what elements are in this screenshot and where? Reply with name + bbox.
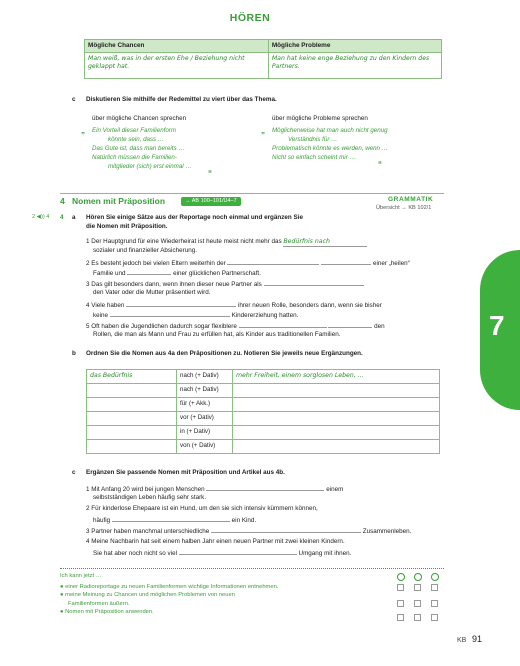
can-do-divider bbox=[60, 568, 444, 569]
happy-face-icon bbox=[397, 573, 405, 581]
table-cell-problem[interactable]: Man hat keine enge Beziehung zu den Kindern des Partners. bbox=[268, 53, 441, 79]
exercise-instruction-4a-cont: die Nomen mit Präposition. bbox=[86, 223, 168, 230]
table-header-problems: Mögliche Probleme bbox=[268, 40, 441, 53]
noun-cell[interactable] bbox=[87, 398, 177, 412]
phrase-line: Nicht so einfach scheint mir … bbox=[272, 153, 356, 161]
exercise-label-4c: c bbox=[72, 469, 76, 476]
gap-item-3: 3 Das gilt besonders dann, wenn ihnen dieser neue Partner als bbox=[86, 279, 364, 289]
list-item: ● meine Meinung zu Chancen und möglichen Problemen von neuen bbox=[60, 592, 235, 599]
section-title: HÖREN bbox=[229, 12, 271, 24]
gap-blank[interactable] bbox=[112, 515, 230, 522]
gap-blank[interactable] bbox=[179, 548, 297, 555]
gap-item-c1: 1 Mit Anfang 20 wird bei jungen Menschen einem bbox=[86, 486, 344, 493]
extension-cell[interactable] bbox=[233, 440, 440, 454]
gap-blank[interactable] bbox=[126, 300, 236, 307]
page-number: 91 bbox=[472, 634, 483, 644]
grammar-label: GRAMMATIK bbox=[388, 196, 434, 203]
neutral-face-icon bbox=[414, 573, 422, 581]
extension-cell[interactable] bbox=[233, 384, 440, 398]
gap-item-5: 5 Oft haben die Jugendlichen dadurch sogar flexiblere den bbox=[86, 323, 385, 330]
preposition-cell: in (+ Dativ) bbox=[177, 426, 233, 440]
table-row bbox=[87, 412, 440, 426]
gap-blank[interactable] bbox=[127, 268, 171, 275]
gap-item-c2: 2 Für kinderlose Ehepaare ist ein Hund, um den sie sich intensiv kümmern können, bbox=[86, 505, 318, 512]
section-number: 4 bbox=[60, 196, 65, 206]
gap-item-c3: 3 Partner haben manchmal unterschiedliche Zusammenleben. bbox=[86, 528, 412, 535]
table-row bbox=[87, 426, 440, 440]
gap-blank[interactable] bbox=[264, 279, 364, 286]
gap-item-5-cont: Rollen, die man als Mann und Frau zu erfüllen hat, als Kinder aus traditionellen Familien. bbox=[93, 331, 341, 338]
preposition-cell: für (+ Akk.) bbox=[177, 398, 233, 412]
noun-preposition-table bbox=[86, 369, 440, 454]
phrase-line: Das Gute ist, dass man bereits … bbox=[92, 144, 185, 152]
phrase-line: Möglicherweise hat man auch nicht genug bbox=[272, 127, 388, 134]
phrase-line: mitglieder (sich) erst einmal … bbox=[108, 162, 192, 170]
preposition-cell: von (+ Dativ) bbox=[177, 440, 233, 454]
footer-book-label: KB bbox=[457, 637, 467, 644]
gap-item-3-cont: den Vater oder die Mutter präsentiert wird. bbox=[93, 289, 211, 296]
table-cell-chance[interactable]: Man weiß, was in der ersten Ehe / Beziehung nicht geklappt hat. bbox=[85, 53, 269, 79]
gap-blank[interactable] bbox=[110, 310, 230, 317]
gap-item-c4-cont: Sie hat aber noch nicht so viel Umgang mit ihnen. bbox=[93, 550, 352, 557]
problems-phrases-heading: über mögliche Probleme sprechen bbox=[272, 115, 368, 122]
gap-item-2-cont: Familie und einer glücklichen Partnerschaft. bbox=[93, 270, 261, 277]
can-do-list bbox=[60, 583, 390, 617]
chapter-tab bbox=[480, 250, 520, 410]
list-item: Familienformen äußern. bbox=[68, 600, 130, 607]
table-row bbox=[87, 440, 440, 454]
can-do-heading: Ich kann jetzt … bbox=[60, 573, 102, 579]
quote-open-icon: „ bbox=[81, 126, 85, 135]
exercise-instruction-c1: Diskutieren Sie mithilfe der Redemittel zu viert über das Thema. bbox=[86, 96, 277, 103]
noun-cell[interactable] bbox=[87, 426, 177, 440]
gap-answer-filled[interactable]: Bedürfnis nach bbox=[283, 238, 367, 247]
exercise-instruction-4a: Hören Sie einige Sätze aus der Reportage noch einmal und ergänzen Sie bbox=[86, 214, 303, 221]
exercise-label-c1: c bbox=[72, 96, 76, 103]
phrase-line: Problematisch könnte es werden, wenn … bbox=[272, 144, 388, 152]
self-assessment-checkbox[interactable] bbox=[397, 614, 404, 621]
exercise-instruction-4b: Ordnen Sie die Nomen aus 4a den Präpositionen zu. Notieren Sie jeweils neue Ergänzungen. bbox=[86, 350, 363, 357]
preposition-cell: vor (+ Dativ) bbox=[177, 412, 233, 426]
gap-blank[interactable] bbox=[239, 321, 327, 328]
exercise-label-4b: b bbox=[72, 350, 76, 357]
gap-item-c4: 4 Meine Nachbarin hat seit einem halben Jahr einen neuen Partner mit zwei kleinen Kindern. bbox=[86, 538, 345, 545]
gap-blank[interactable] bbox=[227, 258, 319, 265]
overview-reference[interactable]: Übersicht → KB 102/1 bbox=[376, 205, 432, 211]
gap-item-c1-cont: selbstständigen Leben häufig sehr stark. bbox=[93, 494, 207, 501]
table-header-chances: Mögliche Chancen bbox=[85, 40, 269, 53]
gap-blank[interactable] bbox=[328, 321, 372, 328]
preposition-cell: nach (+ Dativ) bbox=[177, 384, 233, 398]
list-item: ● einer Radioreportage zu neuen Familienformen wichtige Informationen entnehmen. bbox=[60, 584, 279, 590]
problems-phrases bbox=[272, 127, 452, 163]
self-assessment-checkbox[interactable] bbox=[397, 600, 404, 607]
section-heading: Nomen mit Präposition bbox=[72, 196, 166, 206]
gap-item-c2-cont: häufig ein Kind. bbox=[93, 517, 257, 524]
self-assessment-checkbox[interactable] bbox=[414, 600, 421, 607]
self-assessment-checkbox[interactable] bbox=[431, 614, 438, 621]
chances-phrases-heading: über mögliche Chancen sprechen bbox=[92, 115, 187, 122]
gap-item-1: 1 Der Hauptgrund für eine Wiederheirat ist heute meist nicht mehr das Bedürfnis nach bbox=[86, 238, 367, 247]
list-item: ● Nomen mit Präposition anwenden. bbox=[60, 609, 154, 616]
phrase-line: Verständnis für … bbox=[288, 135, 338, 143]
chapter-number: 7 bbox=[489, 310, 505, 341]
noun-cell[interactable] bbox=[87, 440, 177, 454]
extension-cell[interactable] bbox=[233, 398, 440, 412]
exercise-instruction-4c: Ergänzen Sie passende Nomen mit Präposition und Artikel aus 4b. bbox=[86, 469, 285, 476]
exercise-label-4a: a bbox=[72, 214, 76, 221]
phrase-line: könnte sein, dass … bbox=[108, 135, 165, 143]
noun-cell[interactable] bbox=[87, 384, 177, 398]
extension-cell[interactable] bbox=[233, 412, 440, 426]
quote-open-icon: „ bbox=[261, 126, 265, 135]
chances-phrases bbox=[92, 127, 262, 172]
quote-close-icon: “ bbox=[208, 169, 212, 178]
self-assessment-checkbox[interactable] bbox=[414, 614, 421, 621]
table-row bbox=[87, 384, 440, 398]
audio-track-icon[interactable]: 2 ◀)) 4 bbox=[32, 214, 50, 220]
self-assessment-checkbox[interactable] bbox=[431, 600, 438, 607]
extension-cell[interactable]: mehr Freiheit, einem sorglosen Leben, … bbox=[233, 370, 440, 384]
workbook-reference-badge[interactable]: → AB 100–101/Ü4–7 bbox=[181, 197, 241, 206]
gap-blank[interactable] bbox=[206, 484, 324, 491]
self-assessment-checkbox[interactable] bbox=[414, 584, 421, 591]
table-row bbox=[87, 370, 440, 384]
noun-cell[interactable]: das Bedürfnis bbox=[87, 370, 177, 384]
preposition-cell: nach (+ Dativ) bbox=[177, 370, 233, 384]
chances-problems-table bbox=[84, 39, 442, 79]
sad-face-icon bbox=[431, 573, 439, 581]
phrase-line: Natürlich müssen die Familien- bbox=[92, 153, 177, 161]
phrase-line: Ein Vorteil dieser Familienform bbox=[92, 127, 177, 134]
noun-cell[interactable] bbox=[87, 412, 177, 426]
exercise-label-4a-number: 4 bbox=[60, 214, 64, 221]
quote-close-icon: “ bbox=[378, 160, 382, 169]
table-row bbox=[87, 398, 440, 412]
self-assessment-checkbox[interactable] bbox=[431, 584, 438, 591]
section-divider bbox=[60, 193, 444, 194]
gap-item-2: 2 Es besteht jedoch bei vielen Eltern weiterhin der einer „heilen“ bbox=[86, 260, 410, 267]
gap-item-4: 4 Viele haben ihrer neuen Rolle, besonders dann, wenn sie bisher bbox=[86, 302, 382, 309]
gap-item-4-cont: keine Kindererziehung hatten. bbox=[93, 312, 299, 319]
gap-blank[interactable] bbox=[321, 258, 371, 265]
gap-blank[interactable] bbox=[211, 526, 361, 533]
extension-cell[interactable] bbox=[233, 426, 440, 440]
self-assessment-checkbox[interactable] bbox=[397, 584, 404, 591]
gap-item-1-cont: sozialer und finanzieller Absicherung. bbox=[93, 247, 197, 254]
